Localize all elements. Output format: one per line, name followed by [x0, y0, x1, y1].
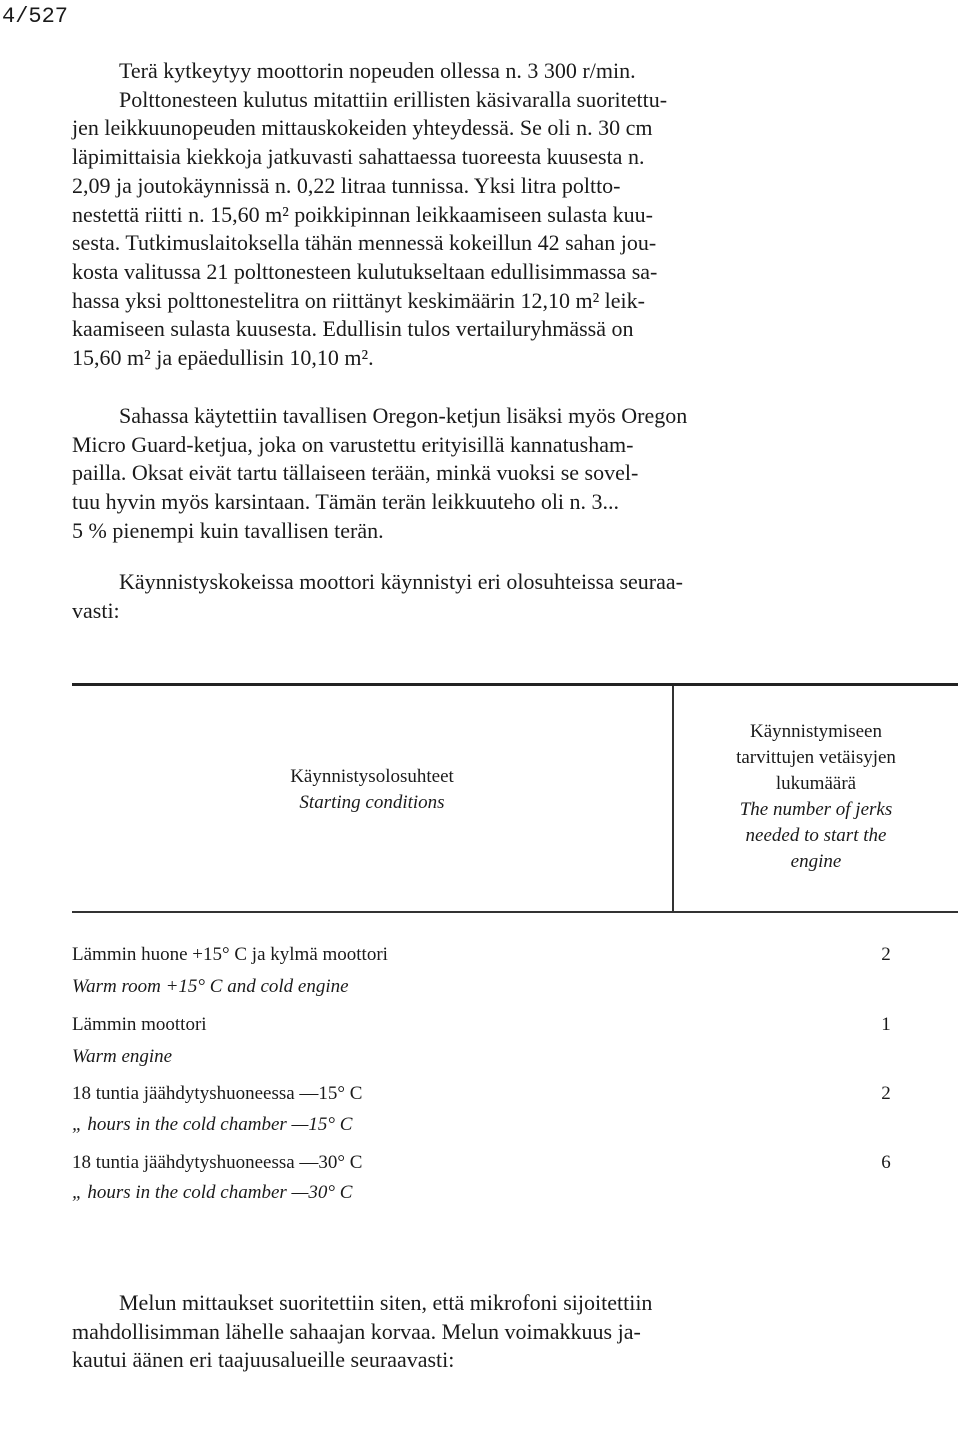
text-line: sesta. Tutkimuslaitoksella tähän mennessä kokeillun 42 sahan jou-: [72, 230, 657, 256]
row-value: 2: [881, 944, 891, 965]
row-label-fi: Lämmin huone +15° C ja kylmä moottori: [72, 940, 392, 970]
table-header-jerks: [674, 719, 958, 875]
text-line: vasti:: [72, 597, 120, 623]
text-line: Käynnistyskokeissa moottori käynnistyi eri olosuhteissa seuraa-: [119, 569, 683, 594]
text-line: läpimittaisia kiekkoja jatkuvasti sahattaessa tuoreesta kuusesta n.: [72, 144, 645, 170]
row-label-en: „ hours in the cold chamber —30° C: [72, 1182, 353, 1203]
row-value: 6: [881, 1152, 891, 1173]
text-line: Terä kytkeytyy moottorin nopeuden ollessa n. 3 300 r/min.: [119, 58, 636, 83]
text-line: kautui äänen eri taajuusalueille seuraavasti:: [72, 1347, 455, 1373]
row-label-fi: 18 tuntia jäähdytyshuoneessa —30° C: [72, 1148, 366, 1178]
header-label-fi: Käynnistymiseen: [750, 721, 882, 742]
text-line: kaamiseen sulasta kuusesta. Edullisin tulos vertailuryhmässä on: [72, 316, 634, 342]
text-line: pailla. Oksat eivät tartu tällaiseen terään, minkä vuoksi se sovel-: [72, 460, 639, 486]
header-label-en: The number of jerks: [739, 799, 893, 820]
paragraph-fuel-consumption: [72, 57, 958, 373]
text-line: Sahassa käytettiin tavallisen Oregon-ketjun lisäksi myös Oregon: [119, 403, 688, 428]
text-line: Micro Guard-ketjua, joka on varustettu erityisillä kannatusham-: [72, 431, 634, 457]
text-line: hassa yksi polttonestelitra on riittänyt keskimäärin 12,10 m² leik-: [72, 287, 645, 313]
text-line: kosta valitussa 21 polttonesteen kulutukseltaan edullisimmassa sa-: [72, 258, 658, 284]
row-value: 1: [881, 1014, 891, 1035]
text-line: tuu hyvin myös karsintaan. Tämän terän leikkuuteho oli n. 3...: [72, 489, 620, 515]
header-label-fi: lukumäärä: [775, 773, 857, 794]
table-top-rule: [72, 683, 958, 686]
paragraph-noise: [72, 1289, 958, 1375]
header-label-en: needed to start the: [745, 825, 887, 846]
paragraph-starting-tests: [72, 568, 958, 625]
row-label-fi: Lämmin moottori: [72, 1010, 211, 1040]
header-label-fi: Käynnistysolosuhteet: [290, 766, 454, 787]
text-line: mahdollisimman lähelle sahaajan korvaa. Melun voimakkuus ja-: [72, 1318, 641, 1344]
table-header-conditions: [72, 764, 672, 816]
row-value: 2: [881, 1083, 891, 1104]
row-label-en: Warm room +15° C and cold engine: [72, 976, 349, 997]
header-label-en: Starting conditions: [299, 792, 445, 813]
row-label-fi: 18 tuntia jäähdytyshuoneessa —15° C: [72, 1079, 366, 1109]
text-line: 2,09 ja joutokäynnissä n. 0,22 litraa tunnissa. Yksi litra poltto-: [72, 172, 621, 198]
header-label-en: engine: [790, 851, 842, 872]
header-label-fi: tarvittujen vetäisyjen: [736, 747, 896, 768]
page-number: 4/527: [2, 4, 69, 29]
table-header-rule: [72, 911, 958, 913]
text-line: Melun mittaukset suoritettiin siten, että mikrofoni sijoitettiin: [119, 1290, 653, 1315]
paragraph-chain: [72, 402, 958, 546]
text-line: 5 % pienempi kuin tavallisen terän.: [72, 517, 384, 543]
text-line: nestettä riitti n. 15,60 m² poikkipinnan leikkaamiseen sulasta kuu-: [72, 201, 653, 227]
row-label-en: Warm engine: [72, 1046, 173, 1067]
text-line: Polttonesteen kulutus mitattiin erillisten käsivaralla suoritettu-: [119, 86, 668, 112]
row-label-en: „ hours in the cold chamber —15° C: [72, 1114, 353, 1135]
text-line: 15,60 m² ja epäedullisin 10,10 m².: [72, 345, 374, 371]
text-line: jen leikkuunopeuden mittauskokeiden yhteydessä. Se oli n. 30 cm: [72, 115, 653, 141]
